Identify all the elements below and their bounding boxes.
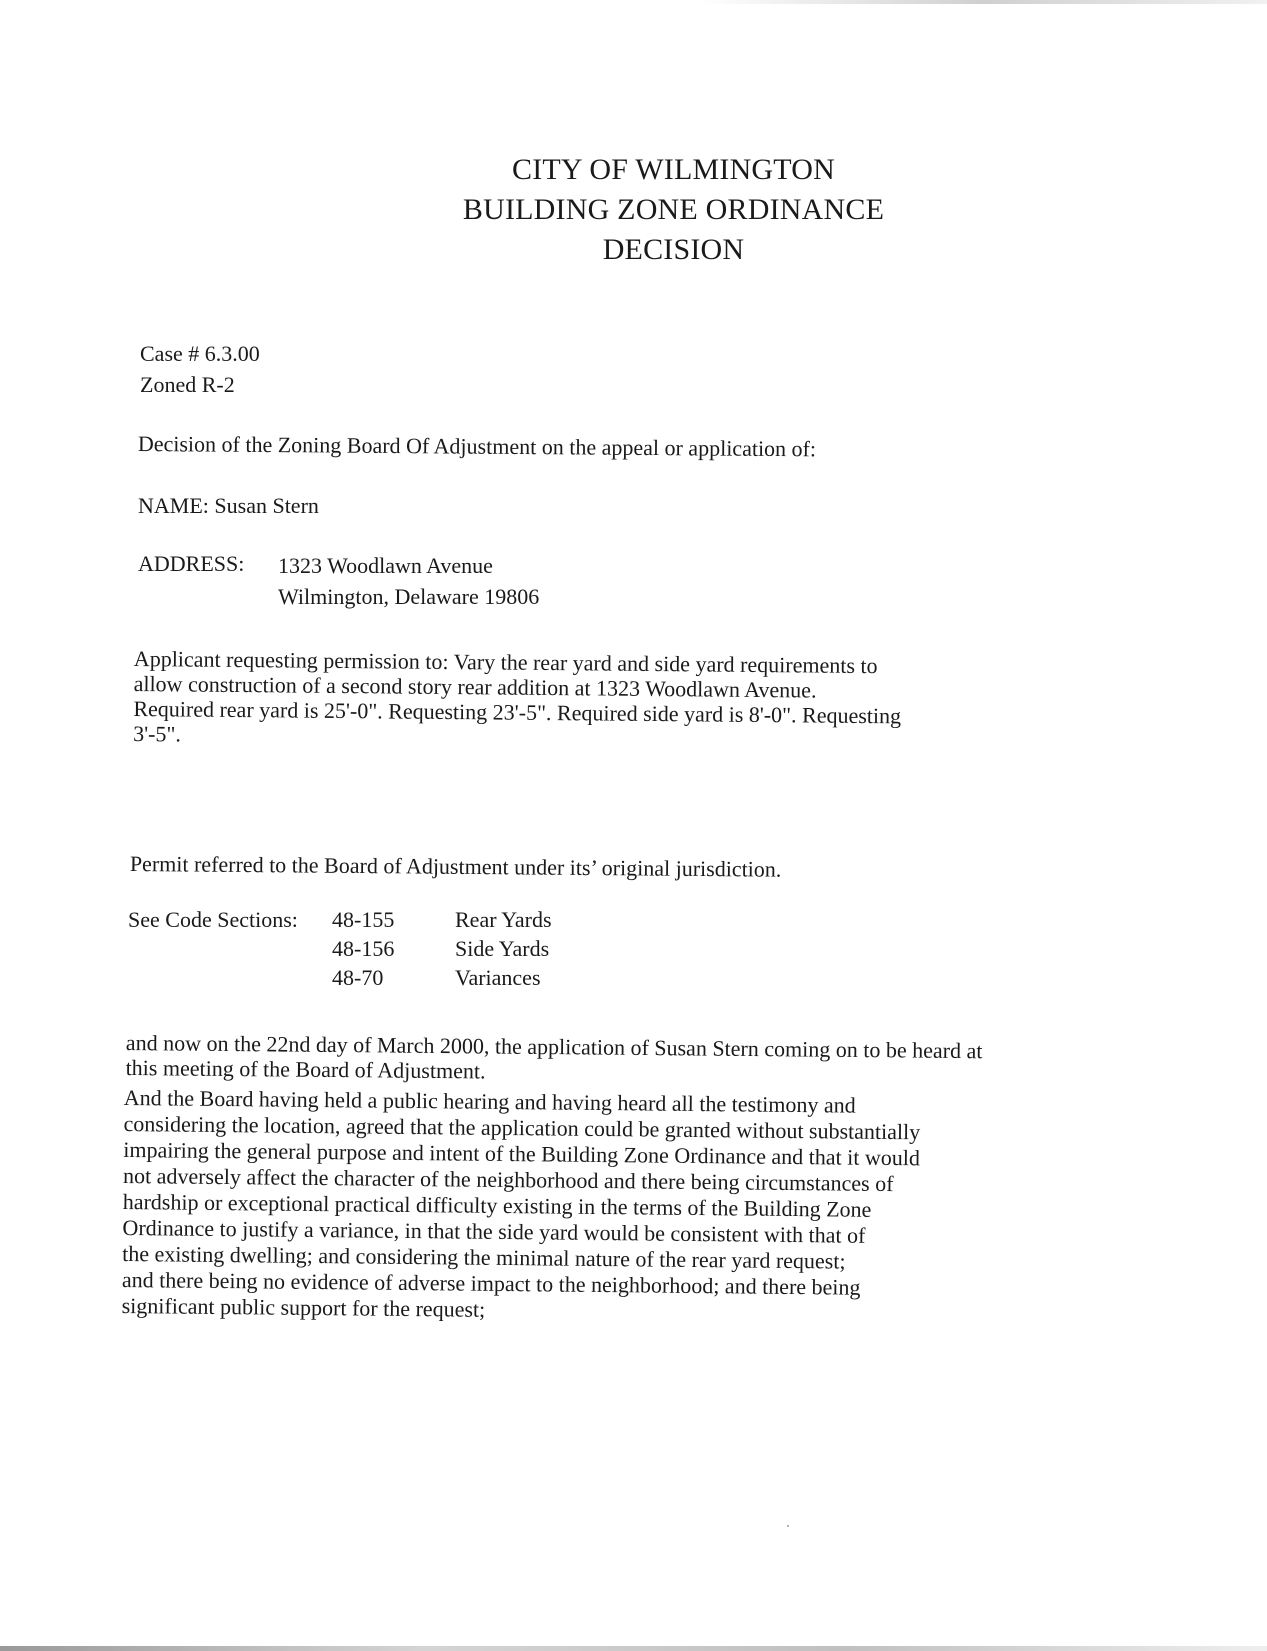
scan-edge-top — [700, 0, 1267, 4]
hearing-paragraph — [126, 1030, 983, 1088]
code-section-row — [128, 934, 628, 963]
name-label: NAME: — [138, 493, 209, 518]
code-sections — [128, 905, 628, 992]
code-description: Side Yards — [455, 936, 550, 961]
code-sections-label: See Code Sections: — [128, 907, 298, 932]
address-line-2: Wilmington, Delaware 19806 — [278, 584, 540, 609]
address-label: ADDRESS: — [138, 551, 245, 576]
code-section-row — [128, 963, 628, 992]
findings-line: the existing dwelling; and considering the minimal nature of the rear yard request; — [122, 1240, 846, 1274]
code-number: 48-155 — [332, 907, 395, 932]
request-line: allow construction of a second story rear addition at 1323 Woodlawn Avenue. — [133, 670, 817, 703]
findings-line: not adversely affect the character of the neighborhood and there being circumstances of — [122, 1162, 894, 1197]
case-number: Case # 6.3.00 — [140, 341, 260, 366]
header-ordinance: BUILDING ZONE ORDINANCE — [462, 193, 885, 226]
hearing-line: and now on the 22nd day of March 2000, the application of Susan Stern coming on to be heard at — [125, 1030, 983, 1064]
hearing-line: this meeting of the Board of Adjustment. — [125, 1054, 486, 1084]
scan-speck — [787, 1525, 789, 1527]
zoning-designation: Zoned R-2 — [140, 372, 235, 397]
request-paragraph — [133, 646, 902, 753]
code-description: Rear Yards — [455, 907, 552, 932]
header-city: CITY OF WILMINGTON — [511, 153, 836, 186]
scan-edge-bottom — [0, 1646, 1267, 1651]
applicant-name: Susan Stern — [214, 493, 319, 518]
findings-line: and there being no evidence of adverse impact to the neighborhood; and there being — [121, 1266, 861, 1300]
applicant-name-row — [138, 492, 319, 520]
referral-text: Permit referred to the Board of Adjustment under its’ original jurisdiction. — [129, 850, 782, 882]
code-description: Variances — [455, 965, 541, 990]
code-number: 48-70 — [332, 965, 384, 990]
request-line: Required rear yard is 25'-0". Requesting 23'-5". Required side yard is 8'-0". Requesting — [133, 695, 902, 729]
findings-paragraph — [122, 1085, 921, 1327]
code-number: 48-156 — [332, 936, 395, 961]
address-line-1: 1323 Woodlawn Avenue — [278, 553, 493, 578]
findings-line: hardship or exceptional practical difficulty existing in the terms of the Building Zone — [122, 1188, 872, 1222]
request-line: Applicant requesting permission to: Vary the rear yard and side yard requirements to — [133, 646, 878, 679]
code-section-row — [128, 905, 628, 934]
request-line: 3'-5". — [133, 720, 182, 747]
findings-line: Ordinance to justify a variance, in that the side yard would be consistent with that of — [122, 1214, 866, 1248]
intro-text: Decision of the Zoning Board Of Adjustment on the appeal or application of: — [137, 430, 817, 462]
findings-line: considering the location, agreed that the application could be granted without substantially — [123, 1110, 921, 1145]
header-decision: DECISION — [602, 233, 745, 266]
findings-line: impairing the general purpose and intent of the Building Zone Ordinance and that it would — [123, 1136, 921, 1171]
findings-line: significant public support for the request; — [121, 1292, 486, 1322]
findings-line: And the Board having held a public hearing and having heard all the testimony and — [123, 1085, 856, 1118]
